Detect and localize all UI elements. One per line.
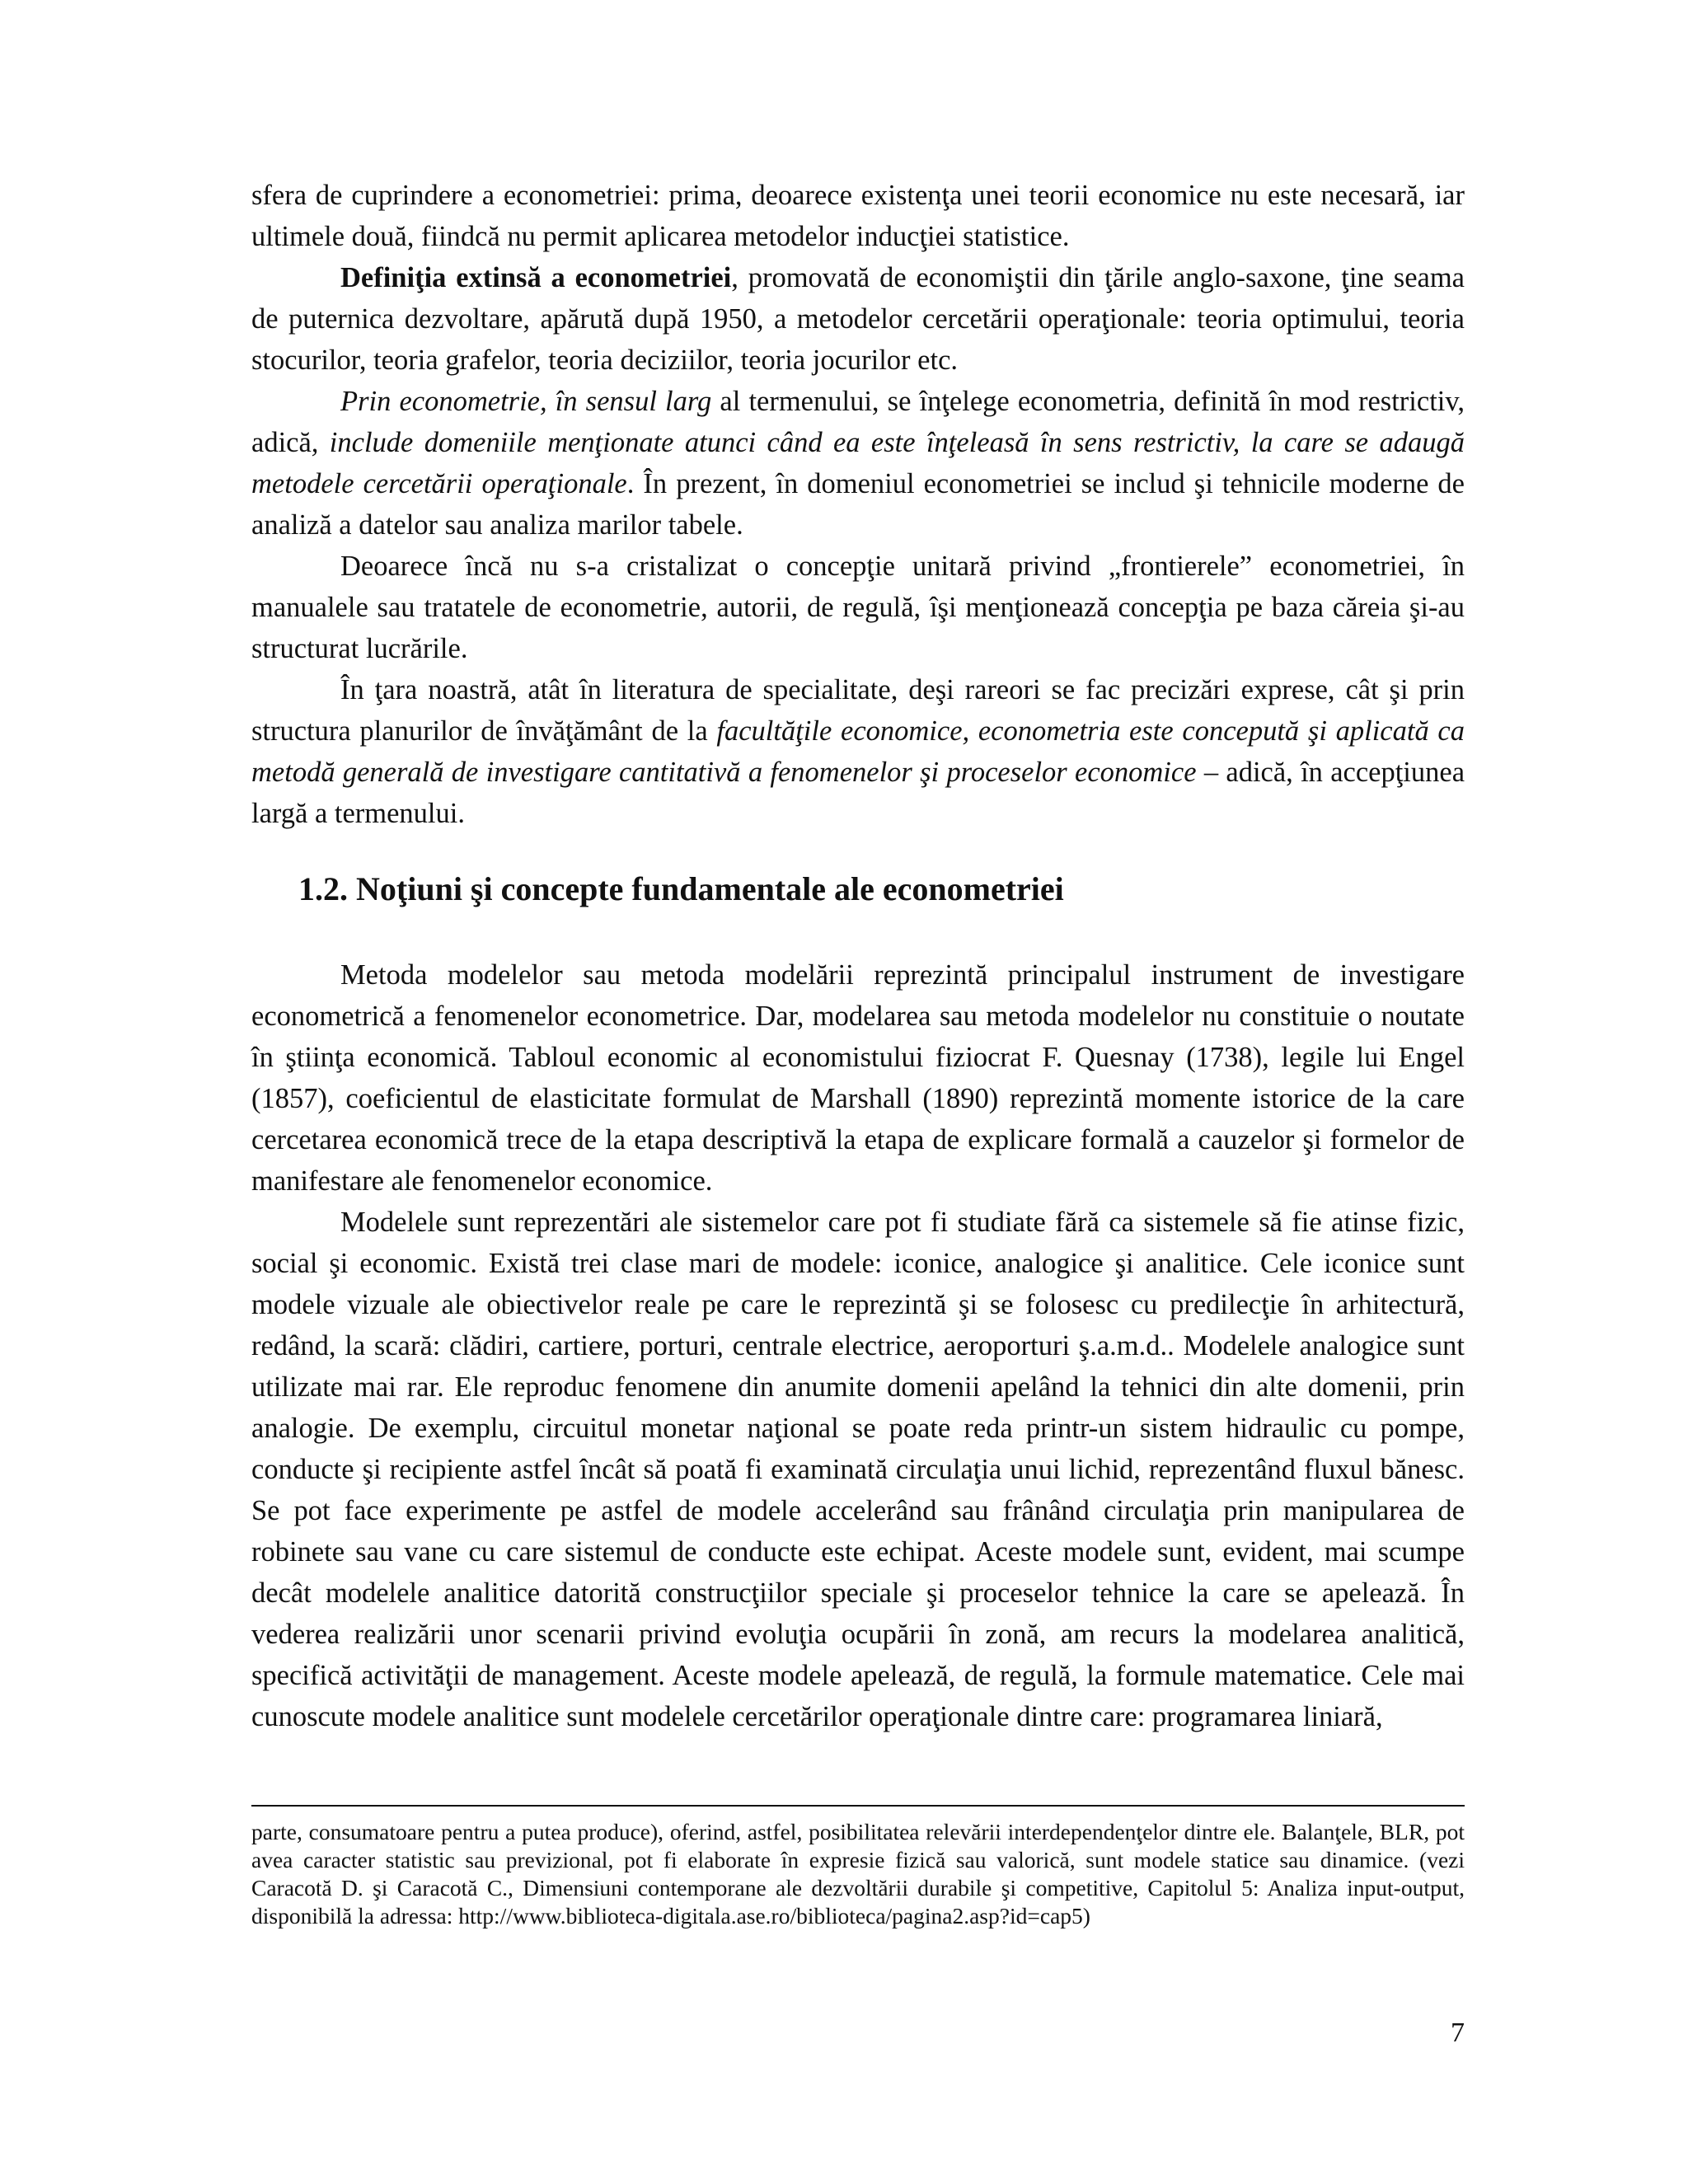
paragraph: Metoda modelelor sau metoda modelării reprezintă principalul instrument de investigare econometrică a fenomenelor econometrice. Dar, modelarea sau metoda modelelor nu constituie o noutate în ştiinţa economică. Tabloul economic al economistului fiziocrat F. Quesnay (1738), legile lui Engel (1857), coeficientul de elasticitate formulat de Marshall (1890) reprezintă momente istorice de la care cercetarea economică trece de la etapa descriptivă la etapa de explicare formală a cauzelor şi formelor de manifestare ale fenomenelor economice. [251, 959, 1465, 1197]
body-text-section [251, 954, 1465, 1737]
paragraph-text: sfera de cuprindere a econometriei: prima, deoarece existenţa unei teorii economice nu este necesară, iar ultimele două, fiindcă nu permit aplicarea metodelor inducţiei statistice. [251, 180, 1465, 252]
paragraph [251, 546, 1465, 669]
paragraph [251, 175, 1465, 257]
paragraph-text: . În prezent, în domeniul econometriei se includ şi tehnicile moderne de analiză a datelor sau analiza marilor tabele. [251, 468, 1465, 541]
paragraph-text: În ţara noastră, atât în literatura de specialitate, deşi rareori se fac precizări exprese, cât şi prin structura planurilor de învăţământ de la [251, 674, 1465, 747]
italic-text: facultăţile economice, econometria este concepută şi aplicată ca metodă generală de investigare cantitativă a fenomenelor şi proceselor economice [251, 715, 1465, 788]
paragraph [251, 669, 1465, 834]
italic-text: , include domeniile menţionate atunci când ea este înţeleasă în sens restrictiv, la care se adaugă metodele cercetării operaţionale [251, 427, 1465, 499]
footnote: parte, consumatoare pentru a putea produce), oferind, astfel, posibilitatea relevării interdependenţelor dintre ele. Balanţele, BLR, pot avea caracter statistic sau previzional, pot fi elaborate în expresie fizică sau valorică, sunt modele statice sau dinamice. (vezi Caracotă D. şi Caracotă C., Dimensiuni contemporane ale dezvoltării durabile şi competitive, Capitolul 5: Analiza input-output, disponibilă la adressa: http://www.biblioteca-digitala.ase.ro/biblioteca/pagina2.asp?id=cap5) [251, 1819, 1465, 1929]
paragraph: Modelele sunt reprezentări ale sistemelor care pot fi studiate fără ca sistemele să fie atinse fizic, social şi economic. Există trei clase mari de modele: iconice, analogice şi analitice. Cele iconice sunt modele vizuale ale obiectivelor reale pe care le reprezintă şi se folosesc cu predilecţie în arhitectură, redând, la scară: clădiri, cartiere, porturi, centrale electrice, aeroporturi ş.a.m.d.. Modelele analogice sunt utilizate mai rar. Ele reproduc fenomene din anumite domenii apelând la tehnici din alte domenii, prin analogie. De exemplu, circuitul monetar naţional se poate reda printr-un sistem hidraulic cu pompe, conducte şi recipiente astfel încât să poată fi examinată circulaţia unui lichid, reprezentând fluxul bănesc. Se pot face experimente pe astfel de modele accelerând sau frânând circulaţia prin manipularea de robinete sau vane cu care sistemul de conducte este echipat. Aceste modele sunt, evident, mai scumpe decât modelele analitice datorită construcţiilor speciale şi proceselor tehnice la care se apelează. În vederea realizării unor scenarii privind evoluţia ocupării în zonă, am recurs la modelarea analitică, specifică activităţii de management. Aceste modele apelează, de regulă, la formule matematice. Cele mai cunoscute modele analitice sunt modelele cercetărilor operaţionale dintre care: programarea liniară, [251, 1207, 1465, 1732]
page-number: 7 [1451, 2018, 1465, 2048]
paragraph-text: Deoarece încă nu s-a cristalizat o concepţie unitară privind „frontierele” econometriei, în manualele sau tratatele de econometrie, autorii, de regulă, îşi menţionează concepţia pe baza căreia şi-au structurat lucrările. [251, 551, 1465, 664]
body-text-top [251, 175, 1465, 834]
bold-term: Definiţia extinsă a econometriei [340, 262, 732, 293]
italic-term: Prin econometrie, în sensul larg [340, 386, 712, 417]
paragraph [251, 381, 1465, 546]
paragraph-text: al termenului, se înţelege econometria, definită în mod restrictiv, adică [251, 386, 1465, 458]
footnote-separator [251, 1805, 1465, 1807]
paragraph-text: – adică, în accepţiunea largă a termenului. [251, 757, 1465, 829]
paragraph [251, 257, 1465, 381]
section-heading: 1.2. Noţiuni şi concepte fundamentale ale econometriei [298, 870, 1064, 907]
paragraph-text: , promovată de economiştii din ţările anglo-saxone, ţine seama de puternica dezvoltare, apărută după 1950, a metodelor cercetării operaţionale: teoria optimului, teoria stocurilor, teoria grafelor, teoria deciziilor, teoria jocurilor etc. [251, 262, 1465, 376]
